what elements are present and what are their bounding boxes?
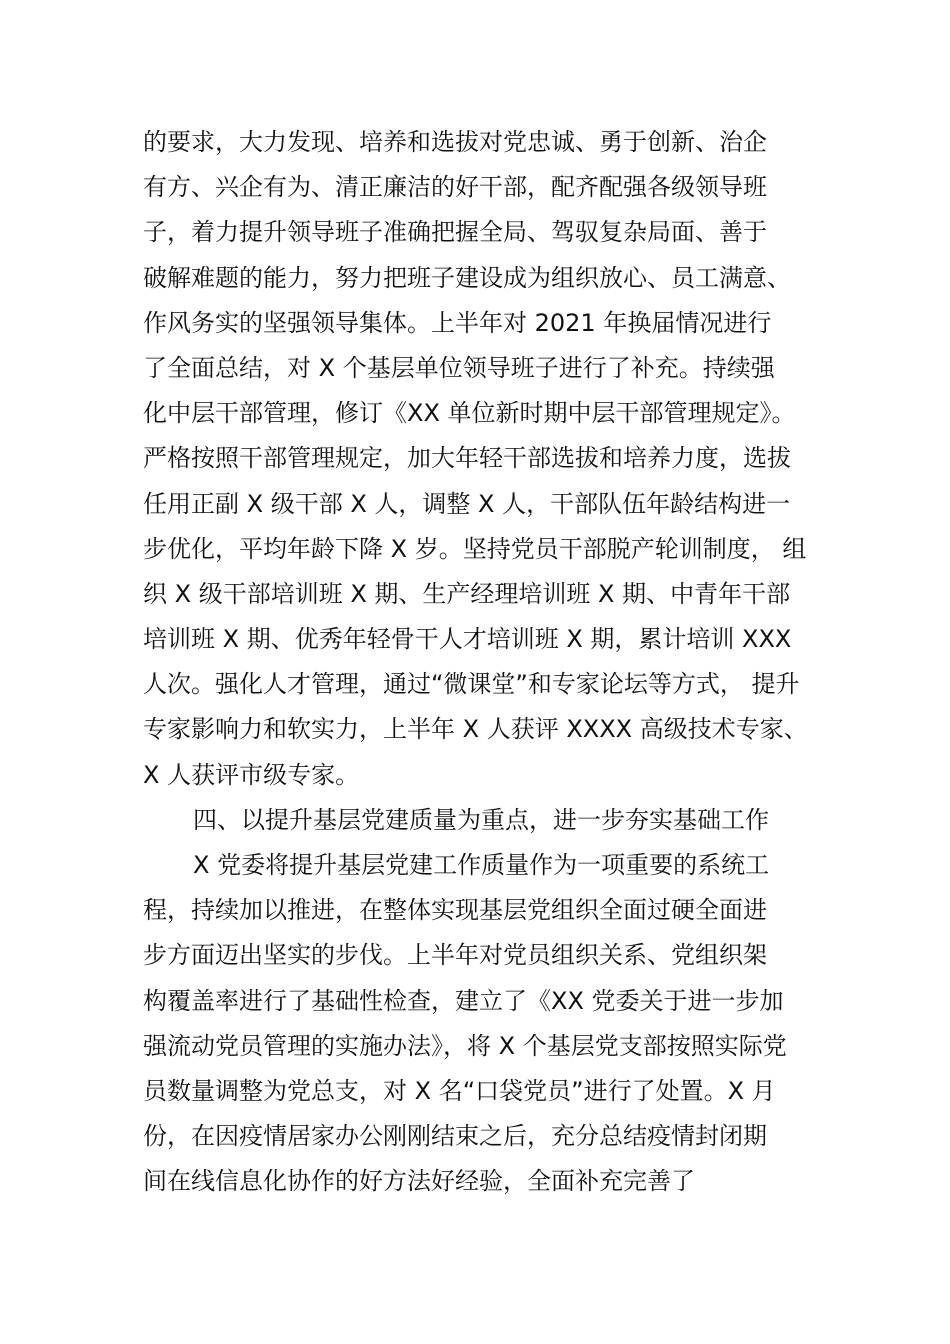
text-line: 步优化，平均年龄下降 X 岁。坚持党员干部脱产轮训制度， 组 [143, 534, 807, 563]
text-line: X 党委将提升基层党建工作质量作为一项重要的系统工 [193, 851, 770, 879]
section-heading: 四、以提升基层党建质量为重点，进一步夯实基础工作 [193, 805, 769, 834]
text-line: 人次。强化人才管理，通过“微课堂”和专家论坛等方式， 提升 [143, 670, 800, 699]
text-line: 程，持续加以推进，在整体实现基层党组织全面过硬全面进 [143, 896, 767, 925]
text-line: 破解难题的能力，努力把班子建设成为组织放心、员工满意、 [143, 263, 791, 292]
text-line: 有方、兴企有为、清正廉洁的好干部，配齐配强各级领导班 [143, 173, 767, 202]
text-line: 构覆盖率进行了基础性检查，建立了《XX 党委关于进一步加 [143, 986, 784, 1015]
text-line: 织 X 级干部培训班 X 期、生产经理培训班 X 期、中青年干部 [143, 579, 791, 608]
text-line: 的要求，大力发现、培养和选拔对党忠诚、勇于创新、治企 [143, 128, 767, 156]
text-line: 专家影响力和软实力，上半年 X 人获评 XXXX 高级技术专家、 [143, 715, 808, 744]
text-line: 了全面总结，对 X 个基层单位领导班子进行了补充。持续强 [143, 353, 775, 382]
text-line: 强流动党员管理的实施办法》，将 X 个基层党支部按照实际党 [143, 1031, 787, 1060]
text-line: 作风务实的坚强领导集体。上半年对 2021 年换届情况进行 [143, 308, 772, 337]
text-line: X 人获评市级专家。 [143, 760, 360, 789]
text-line: 化中层干部管理，修订《XX 单位新时期中层干部管理规定》。 [143, 399, 796, 428]
text-line: 子，着力提升领导班子准确把握全局、驾驭复杂局面、善于 [143, 218, 767, 247]
text-line: 员数量调整为党总支，对 X 名“口袋党员”进行了处置。X 月 [143, 1076, 776, 1105]
text-line: 份，在因疫情居家办公刚刚结束之后，充分总结疫情封闭期 [143, 1122, 767, 1151]
text-line: 任用正副 X 级干部 X 人，调整 X 人，干部队伍年龄结构进一 [143, 489, 791, 518]
text-line: 步方面迈出坚实的步伐。上半年对党员组织关系、党组织架 [143, 941, 767, 970]
text-line: 培训班 X 期、优秀年轻骨干人才培训班 X 期，累计培训 XXX [143, 625, 792, 654]
text-line: 间在线信息化协作的好方法好经验，全面补充完善了 [143, 1167, 695, 1196]
text-line: 严格按照干部管理规定，加大年轻干部选拔和培养力度，选拔 [143, 444, 791, 473]
document-body [143, 120, 843, 1205]
